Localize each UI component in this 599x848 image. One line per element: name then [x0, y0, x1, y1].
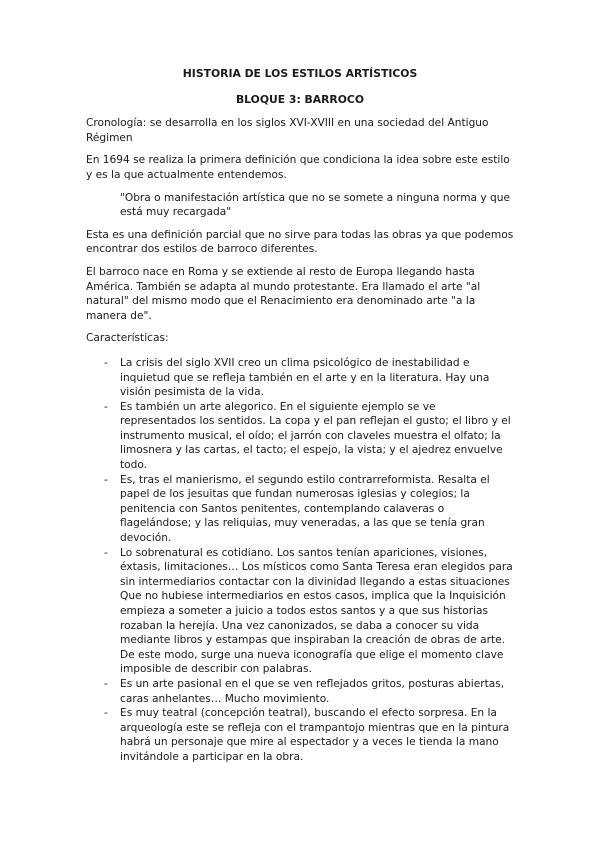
list-item-text: Es muy teatral (concepción teatral), buscando el efecto sorpresa. En la arqueología este se refleja con el trampantojo mientras que en la pintura habrá un personaje que mire al espectador y a veces le tienda la mano invitándole a participar en la obra.: [120, 707, 510, 763]
bullet-dash: -: [104, 400, 108, 413]
caracteristicas-list: [86, 356, 514, 765]
bullet-dash: -: [104, 356, 108, 369]
list-item-text: Es también un arte alegorico. En el siguiente ejemplo se ve representados los sentidos. La copa y el pan reflejan el gusto; el libro y el instrumento musical, el oído; el jarrón con claveles muestra el olfato; la limosnera y las cartas, el tacto; el espejo, la vista; y el ajedrez envuelve todo.: [120, 400, 511, 472]
paragraph-parcial: Esta es una definición parcial que no sirve para todas las obras ya que podemos encontrar dos estilos de barroco diferentes.: [86, 228, 514, 256]
quote-definicion: "Obra o manifestación artística que no se somete a ninguna norma y que está muy recargada": [120, 191, 511, 219]
list-item-text: Es un arte pasional en el que se ven reflejados gritos, posturas abiertas, caras anhelantes… Mucho movimiento.: [120, 677, 505, 705]
list-item: [86, 546, 514, 677]
list-item-text: Lo sobrenatural es cotidiano. Los santos tenían apariciones, visiones, éxtasis, limitaciones… Los místicos como Santa Teresa eran elegidos para sin intermediarios contactar con la divinidad llegando a estas situaciones Que no hubiese intermediarios en estos casos, implica que la Inquisición empieza a someter a juicio a todos estos santos y a que sus historias rozaban la herejía. Una vez canonizados, se daba a conocer su vida mediante libros y estampas que inspiraban la creación de obras de arte. De este modo, surge una nueva iconografía que elige el momento clave imposible de describir con palabras.: [120, 546, 513, 676]
document-body: [86, 67, 514, 765]
paragraph-definicion: En 1694 se realiza la primera definición que condiciona la idea sobre este estilo y es la que actualmente entendemos.: [86, 154, 510, 181]
list-item: [86, 473, 514, 546]
paragraph-cronologia: Cronología: se desarrolla en los siglos XVI-XVIII en una sociedad del Antiguo Régimen: [86, 117, 489, 144]
list-item: [86, 677, 514, 706]
caracteristicas-heading: Características:: [86, 332, 169, 345]
list-item-text: La crisis del siglo XVII creo un clima psicológico de inestabilidad e inquietud que se refleja también en el arte y en la literatura. Hay una visión pesimista de la vida.: [120, 356, 490, 399]
document-subtitle: BLOQUE 3: BARROCO: [235, 92, 365, 106]
list-item: [86, 400, 514, 473]
bullet-dash: -: [104, 546, 108, 559]
list-item-text: Es, tras el manierismo, el segundo estilo contrarreformista. Resalta el papel de los jesuitas que fundan numerosas iglesias y colegios; la penitencia con Santos penitentes, contemplando calaveras o flagelándose; y las reliquias, muy veneradas, a las que se tenía gran devoción.: [120, 473, 490, 545]
document-title: HISTORIA DE LOS ESTILOS ARTÍSTICOS: [182, 67, 418, 80]
bullet-dash: -: [104, 473, 108, 486]
list-item: [86, 706, 514, 764]
paragraph-origen: El barroco nace en Roma y se extiende al resto de Europa llegando hasta América. También se adapta al mundo protestante. Era llamado el arte "al natural" del mismo modo que el Renacimiento era denominado arte "a la manera de".: [86, 265, 481, 322]
bullet-dash: -: [104, 677, 108, 690]
bullet-dash: -: [104, 707, 108, 720]
list-item: [86, 356, 514, 400]
